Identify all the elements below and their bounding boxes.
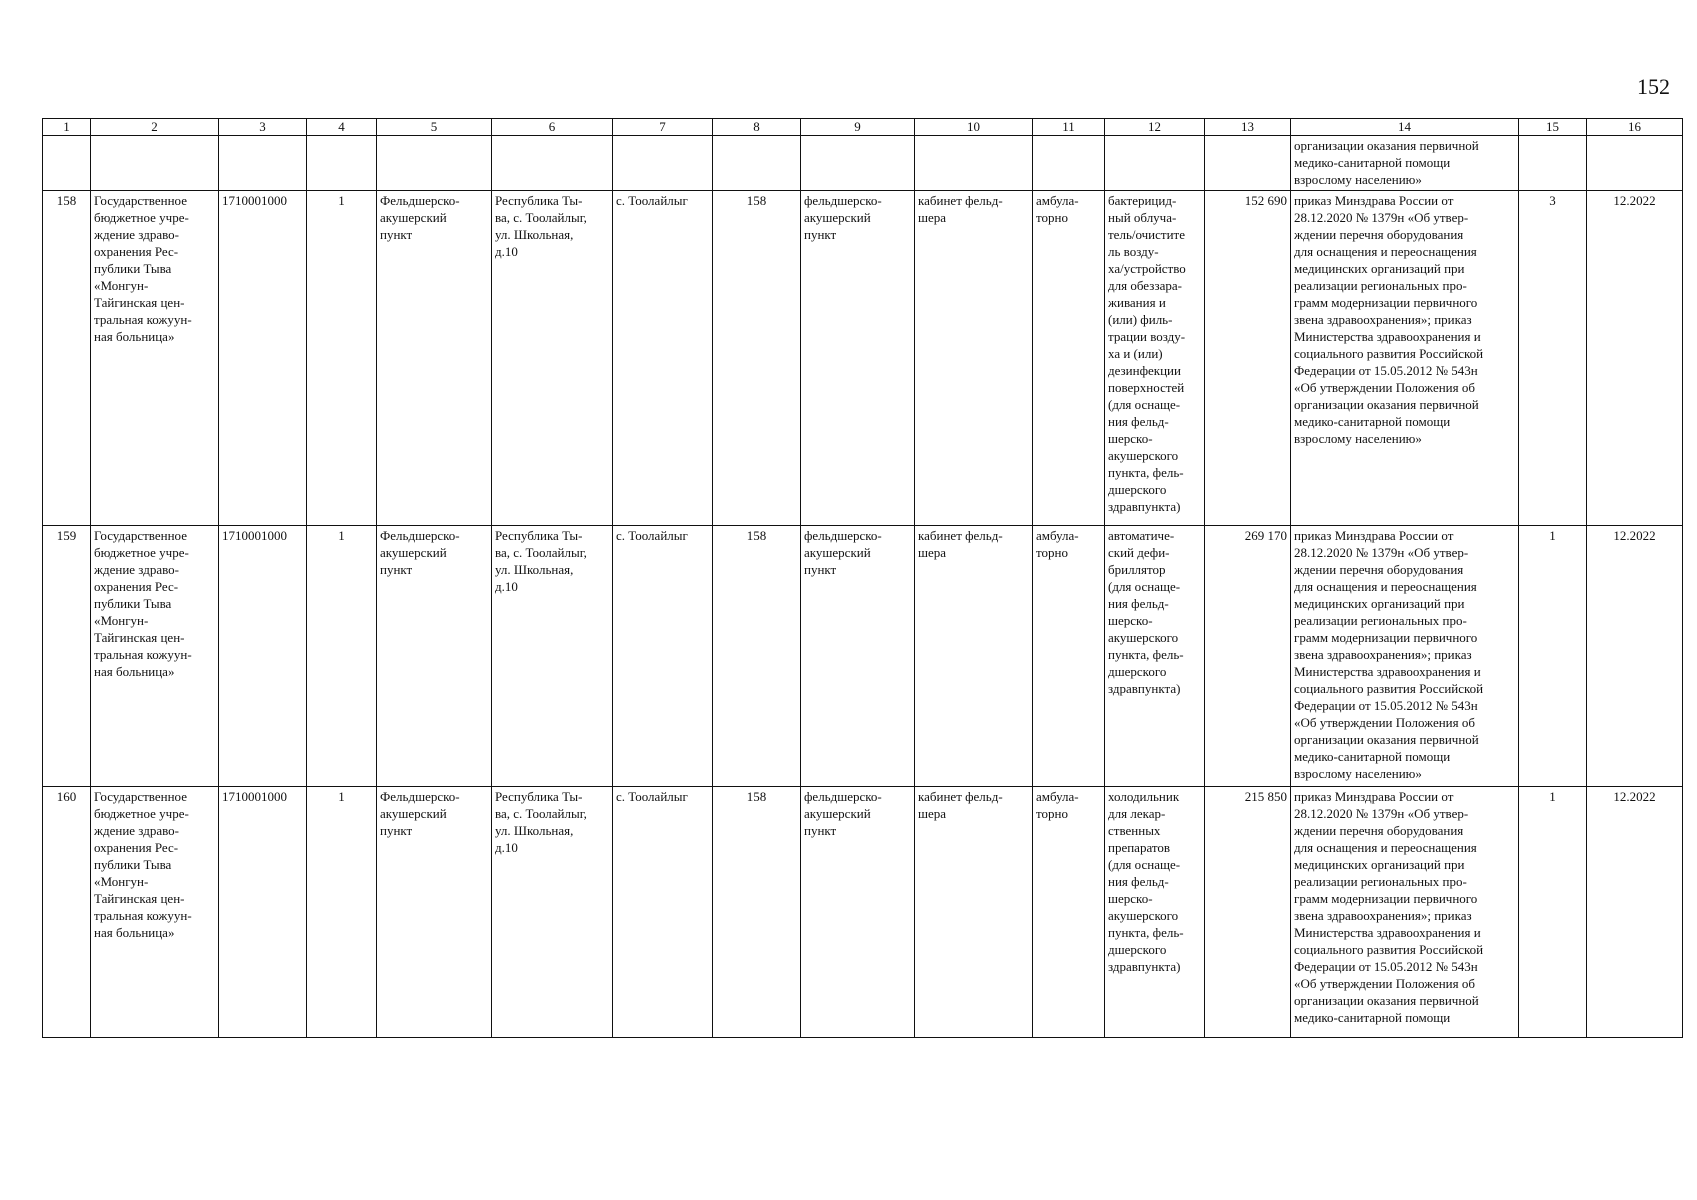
equipment-table: [42, 118, 1683, 1038]
cell-equipment: холодильник для лекар- ственных препаратов (для оснаще- ния фельд- шерско- акушерского пункта, фель- дшерского здравпункта): [1105, 787, 1205, 1038]
cell-facility-type: Фельдшерско- акушерский пункт: [377, 787, 492, 1038]
cell-row-number: 159: [43, 526, 91, 787]
page-number: 152: [1637, 74, 1670, 99]
cell-legal-basis: приказ Минздрава России от 28.12.2020 № 1379н «Об утвер- ждении перечня оборудования для оснащения и переоснащения медицинских организаций при реализации региональных про- грамм модернизации первичного звена здравоохранения»; приказ Министерства здравоохранения и социального развития Российской Федерации от 15.05.2012 № 543н «Об утверждении Положения об организации оказания первичной медико-санитарной помощи: [1291, 787, 1519, 1038]
cell-oktmo: 1710001000: [219, 787, 307, 1038]
column-header: 10: [915, 119, 1033, 136]
column-header: 3: [219, 119, 307, 136]
cell-organization: Государственное бюджетное учре- ждение здраво- охранения Рес- публики Тыва «Монгун- Тайгинская цен- тральная кожуун- ная больница»: [91, 787, 219, 1038]
column-header: 4: [307, 119, 377, 136]
cell-legal-basis: приказ Минздрава России от 28.12.2020 № 1379н «Об утвер- ждении перечня оборудования для оснащения и переоснащения медицинских организаций при реализации региональных про- грамм модернизации первичного звена здравоохранения»; приказ Министерства здравоохранения и социального развития Российской Федерации от 15.05.2012 № 543н «Об утверждении Положения об организации оказания первичной медико-санитарной помощи взрослому населению»: [1291, 526, 1519, 787]
column-header: 6: [492, 119, 613, 136]
cell-organization: Государственное бюджетное учре- ждение здраво- охранения Рес- публики Тыва «Монгун- Тайгинская цен- тральная кожуун- ная больница»: [91, 191, 219, 526]
cell-unit: фельдшерско- акушерский пункт: [801, 787, 915, 1038]
cell-quantity: 1: [1519, 787, 1587, 1038]
cell-date: 12.2022: [1587, 526, 1683, 787]
cell-care-form: амбула- торно: [1033, 787, 1105, 1038]
cell-col8: 158: [713, 191, 801, 526]
cell-legal-basis: приказ Минздрава России от 28.12.2020 № 1379н «Об утвер- ждении перечня оборудования для оснащения и переоснащения медицинских организаций при реализации региональных про- грамм модернизации первичного звена здравоохранения»; приказ Министерства здравоохранения и социального развития Российской Федерации от 15.05.2012 № 543н «Об утверждении Положения об организации оказания первичной медико-санитарной помощи взрослому населению»: [1291, 191, 1519, 526]
column-header: 13: [1205, 119, 1291, 136]
column-header: 1: [43, 119, 91, 136]
cell-unit: фельдшерско- акушерский пункт: [801, 526, 915, 787]
cell-equipment: автоматиче- ский дефи- бриллятор (для оснаще- ния фельд- шерско- акушерского пункта, фель- дшерского здравпункта): [1105, 526, 1205, 787]
cell-settlement: с. Тоолайлыг: [613, 191, 713, 526]
cell-col8: 158: [713, 787, 801, 1038]
table-row: [43, 787, 1683, 1038]
cell-col8: 158: [713, 526, 801, 787]
cell-settlement: с. Тоолайлыг: [613, 526, 713, 787]
cell-room: кабинет фельд- шера: [915, 191, 1033, 526]
cell-date: 12.2022: [1587, 191, 1683, 526]
table-row: [43, 191, 1683, 526]
cell-care-form: амбула- торно: [1033, 526, 1105, 787]
cell-col4: 1: [307, 787, 377, 1038]
cell-quantity: 1: [1519, 526, 1587, 787]
cell-address: Республика Ты- ва, с. Тоолайлыг, ул. Школьная, д.10: [492, 526, 613, 787]
cell-organization: Государственное бюджетное учре- ждение здраво- охранения Рес- публики Тыва «Монгун- Тайгинская цен- тральная кожуун- ная больница»: [91, 526, 219, 787]
column-header: 16: [1587, 119, 1683, 136]
continuation-row: [43, 136, 1683, 191]
cell-oktmo: 1710001000: [219, 191, 307, 526]
cell-row-number: 158: [43, 191, 91, 526]
column-header: 15: [1519, 119, 1587, 136]
column-header: 14: [1291, 119, 1519, 136]
table-row: [43, 526, 1683, 787]
cell-price: 152 690: [1205, 191, 1291, 526]
cell-facility-type: Фельдшерско- акушерский пункт: [377, 526, 492, 787]
column-header: 12: [1105, 119, 1205, 136]
column-header: 2: [91, 119, 219, 136]
cell-col4: 1: [307, 526, 377, 787]
cell-legal-basis: организации оказания первичной медико-санитарной помощи взрослому населению»: [1291, 136, 1519, 191]
cell-date: 12.2022: [1587, 787, 1683, 1038]
cell-unit: фельдшерско- акушерский пункт: [801, 191, 915, 526]
cell-equipment: бактерицид- ный облуча- тель/очистите ль возду- ха/устройство для обеззара- живания и (или) филь- трации возду- ха и (или) дезинфекции поверхностей (для оснаще- ния фельд- шерско- акушерского пункта, фель- дшерского здравпункта): [1105, 191, 1205, 526]
column-header: 8: [713, 119, 801, 136]
cell-address: Республика Ты- ва, с. Тоолайлыг, ул. Школьная, д.10: [492, 787, 613, 1038]
cell-price: 215 850: [1205, 787, 1291, 1038]
column-number-row: [43, 119, 1683, 136]
column-header: 11: [1033, 119, 1105, 136]
cell-address: Республика Ты- ва, с. Тоолайлыг, ул. Школьная, д.10: [492, 191, 613, 526]
cell-oktmo: 1710001000: [219, 526, 307, 787]
cell-facility-type: Фельдшерско- акушерский пункт: [377, 191, 492, 526]
cell-row-number: 160: [43, 787, 91, 1038]
column-header: 7: [613, 119, 713, 136]
cell-quantity: 3: [1519, 191, 1587, 526]
cell-room: кабинет фельд- шера: [915, 787, 1033, 1038]
cell-col4: 1: [307, 191, 377, 526]
cell-room: кабинет фельд- шера: [915, 526, 1033, 787]
column-header: 9: [801, 119, 915, 136]
cell-price: 269 170: [1205, 526, 1291, 787]
cell-settlement: с. Тоолайлыг: [613, 787, 713, 1038]
cell-care-form: амбула- торно: [1033, 191, 1105, 526]
column-header: 5: [377, 119, 492, 136]
